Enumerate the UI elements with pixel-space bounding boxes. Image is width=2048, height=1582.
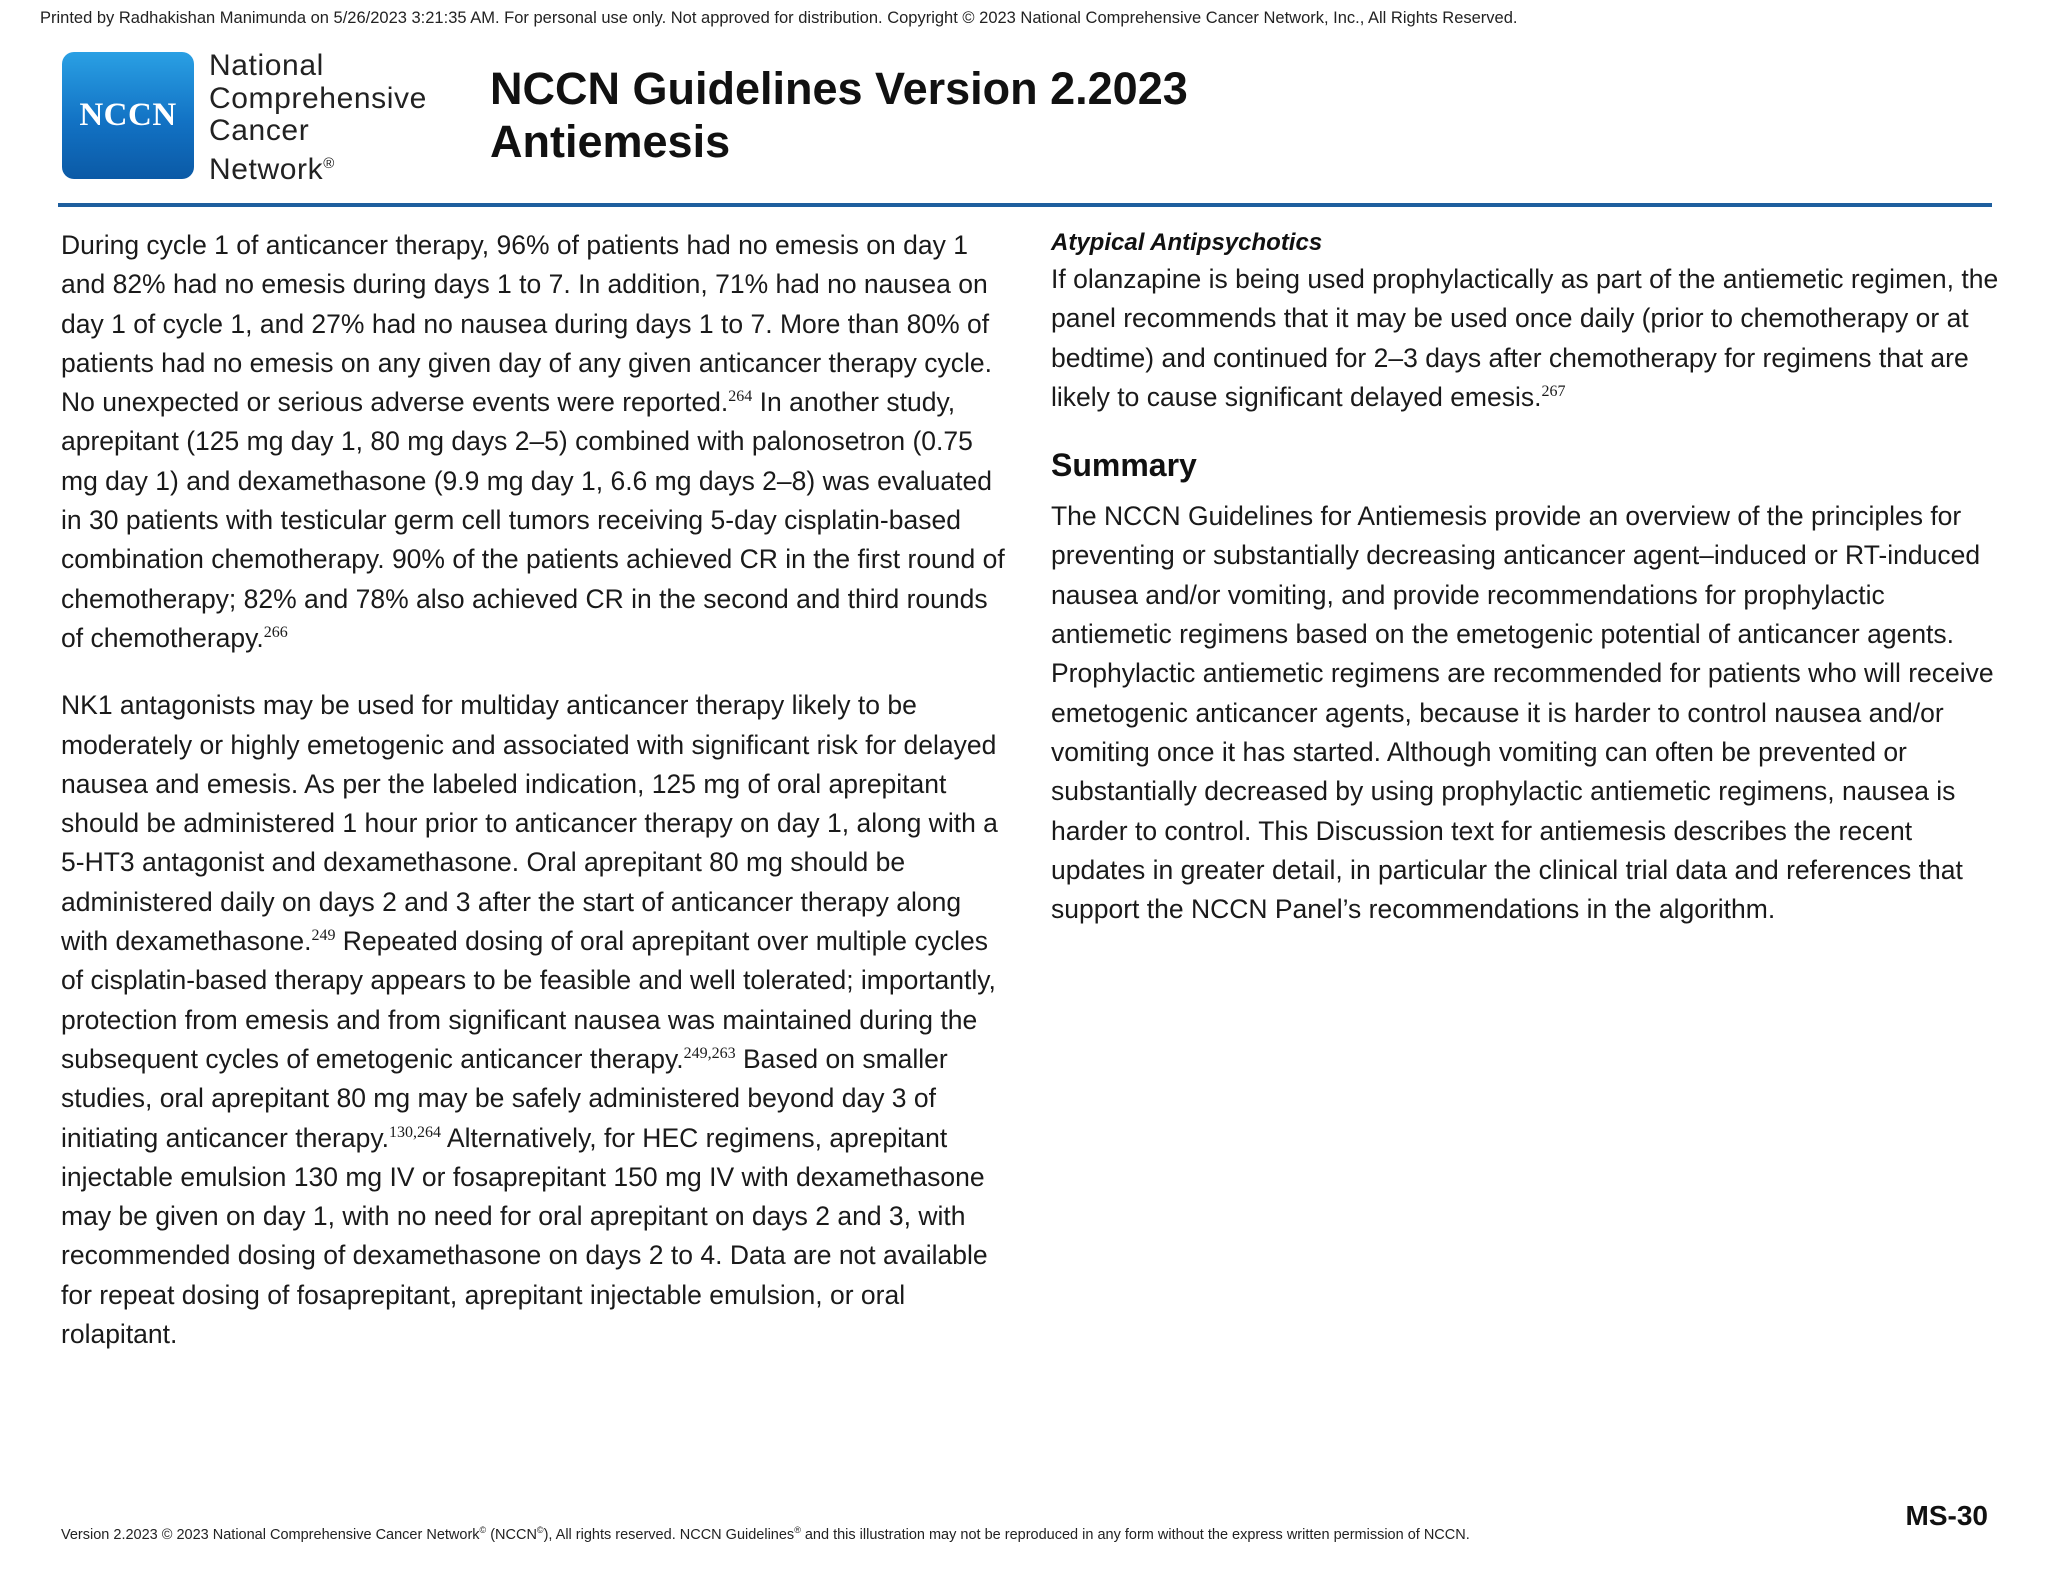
logo-mark-text: NCCN: [79, 97, 177, 133]
footer-text: and this illustration may not be reproduced in any form without the express written permission of NCCN.: [800, 1526, 1470, 1543]
reference-superscript: 266: [263, 623, 288, 641]
right-paragraph-1: [1051, 260, 2001, 417]
reference-superscript: 267: [1541, 382, 1566, 400]
text-span: Based on smaller studies, oral aprepitant 80 mg may be safely administered beyond day 3 of initiating anticancer therapy.: [61, 1043, 948, 1153]
logo-line-network: [209, 148, 427, 187]
reference-superscript: 249: [311, 927, 336, 945]
text-span: During cycle 1 of anticancer therapy, 96% of patients had no emesis on day 1 and 82% had no emesis during days 1 to 7. In addition, 71% had no nausea on day 1 of cycle 1, and 27% had no nausea during days 1 to 7. More than 80% of patients had no emesis on any given day of any given anticancer therapy cycle. No unexpected or serious adverse events were reported.: [61, 230, 993, 418]
right-column: [1051, 226, 2001, 929]
print-notice: Printed by Radhakishan Manimunda on 5/26/2023 3:21:35 AM. For personal use only. Not approved for distribution. Copyright © 2023 National Comprehensive Cancer Network, Inc., All Rights Reserved.: [40, 9, 1518, 27]
logo-line-cancer: Cancer: [209, 114, 310, 147]
registered-mark: ®: [323, 154, 335, 172]
reference-superscript: 130,264: [389, 1123, 442, 1141]
logo-line-national: National: [209, 49, 324, 82]
reference-superscript: 249,263: [683, 1044, 736, 1062]
title-line-topic: Antiemesis: [490, 116, 731, 167]
logo-network-word: Network: [209, 152, 324, 186]
left-column: [61, 226, 1011, 1354]
nccn-logo-mark: [62, 52, 194, 179]
left-paragraph-2: [61, 686, 1011, 1354]
left-paragraph-1: [61, 226, 1011, 658]
footer-text: ), All rights reserved. NCCN Guidelines: [543, 1526, 795, 1543]
logo-wordmark: [209, 50, 427, 186]
text-span: In another study, aprepitant (125 mg day 1, 80 mg days 2–5) combined with palonosetron (0.75 mg day 1) and dexamethasone (9.9 mg day 1, 6.6 mg days 2–8) was evaluated in 30 patients with testicular germ cell tumors receiving 5-day cisplatin-based combination chemotherapy. 90% of the patients achieved CR in the first round of chemotherapy; 82% and 78% also achieved CR in the second and third rounds of chemotherapy.: [61, 387, 1005, 653]
footer-superscript: ©: [536, 1525, 544, 1535]
footer-superscript: ©: [479, 1525, 487, 1535]
logo-line-comprehensive: Comprehensive: [209, 81, 427, 115]
page-title: [490, 62, 1188, 168]
text-span: NK1 antagonists may be used for multiday anticancer therapy likely to be moderately or highly emetogenic and associated with significant risk for delayed nausea and emesis. As per the labeled indication, 125 mg of oral aprepitant should be administered 1 hour prior to anticancer therapy on day 1, along with a 5-HT3 antagonist and dexamethasone. Oral aprepitant 80 mg should be administered daily on days 2 and 3 after the start of anticancer therapy along with dexamethasone.: [61, 690, 998, 957]
footer-copyright: [61, 1525, 1470, 1543]
text-span: Alternatively, for HEC regimens, aprepitant injectable emulsion 130 mg IV or fosaprepitant 150 mg IV with dexamethasone may be given on day 1, with no need for oral aprepitant on days 2 and 3, with recommended dosing of dexamethasone on days 2 to 4. Data are not available for repeat dosing of fosaprepitant, aprepitant injectable emulsion, or oral rolapitant.: [61, 1122, 988, 1350]
footer-superscript: ®: [794, 1525, 801, 1535]
text-span: If olanzapine is being used prophylactically as part of the antiemetic regimen, the panel recommends that it may be used once daily (prior to chemotherapy or at bedtime) and continued for 2–3 days after chemotherapy for regimens that are likely to cause significant delayed emesis.: [1051, 264, 1999, 412]
header-divider: [58, 203, 1992, 207]
footer-text: (NCCN: [486, 1526, 537, 1543]
summary-paragraph: The NCCN Guidelines for Antiemesis provide an overview of the principles for preventing or substantially decreasing anticancer agent–induced or RT-induced nausea and/or vomiting, and provide recommendations for prophylactic antiemetic regimens based on the emetogenic potential of anticancer agents. Prophylactic antiemetic regimens are recommended for patients who will receive emetogenic anticancer agents, because it is harder to control nausea and/or vomiting once it has started. Although vomiting can often be prevented or substantially decreased by using prophylactic antiemetic regimens, nausea is harder to control. This Discussion text for antiemesis describes the recent updates in greater detail, in particular the clinical trial data and references that support the NCCN Panel’s recommendations in the algorithm.: [1051, 501, 1994, 925]
subheading-atypical-antipsychotics: Atypical Antipsychotics: [1051, 229, 1323, 256]
text-span: Repeated dosing of oral aprepitant over multiple cycles of cisplatin-based therapy appears to be feasible and well tolerated; importantly, protection from emesis and from significant nausea was maintained during the subsequent cycles of emetogenic anticancer therapy.: [61, 926, 996, 1074]
reference-superscript: 264: [728, 388, 753, 406]
page-number: MS-30: [1905, 1500, 1988, 1531]
title-line-version: NCCN Guidelines Version 2.2023: [490, 63, 1188, 114]
section-heading-summary: Summary: [1051, 447, 1197, 484]
footer-text: Version 2.2023 © 2023 National Comprehensive Cancer Network: [61, 1526, 480, 1543]
